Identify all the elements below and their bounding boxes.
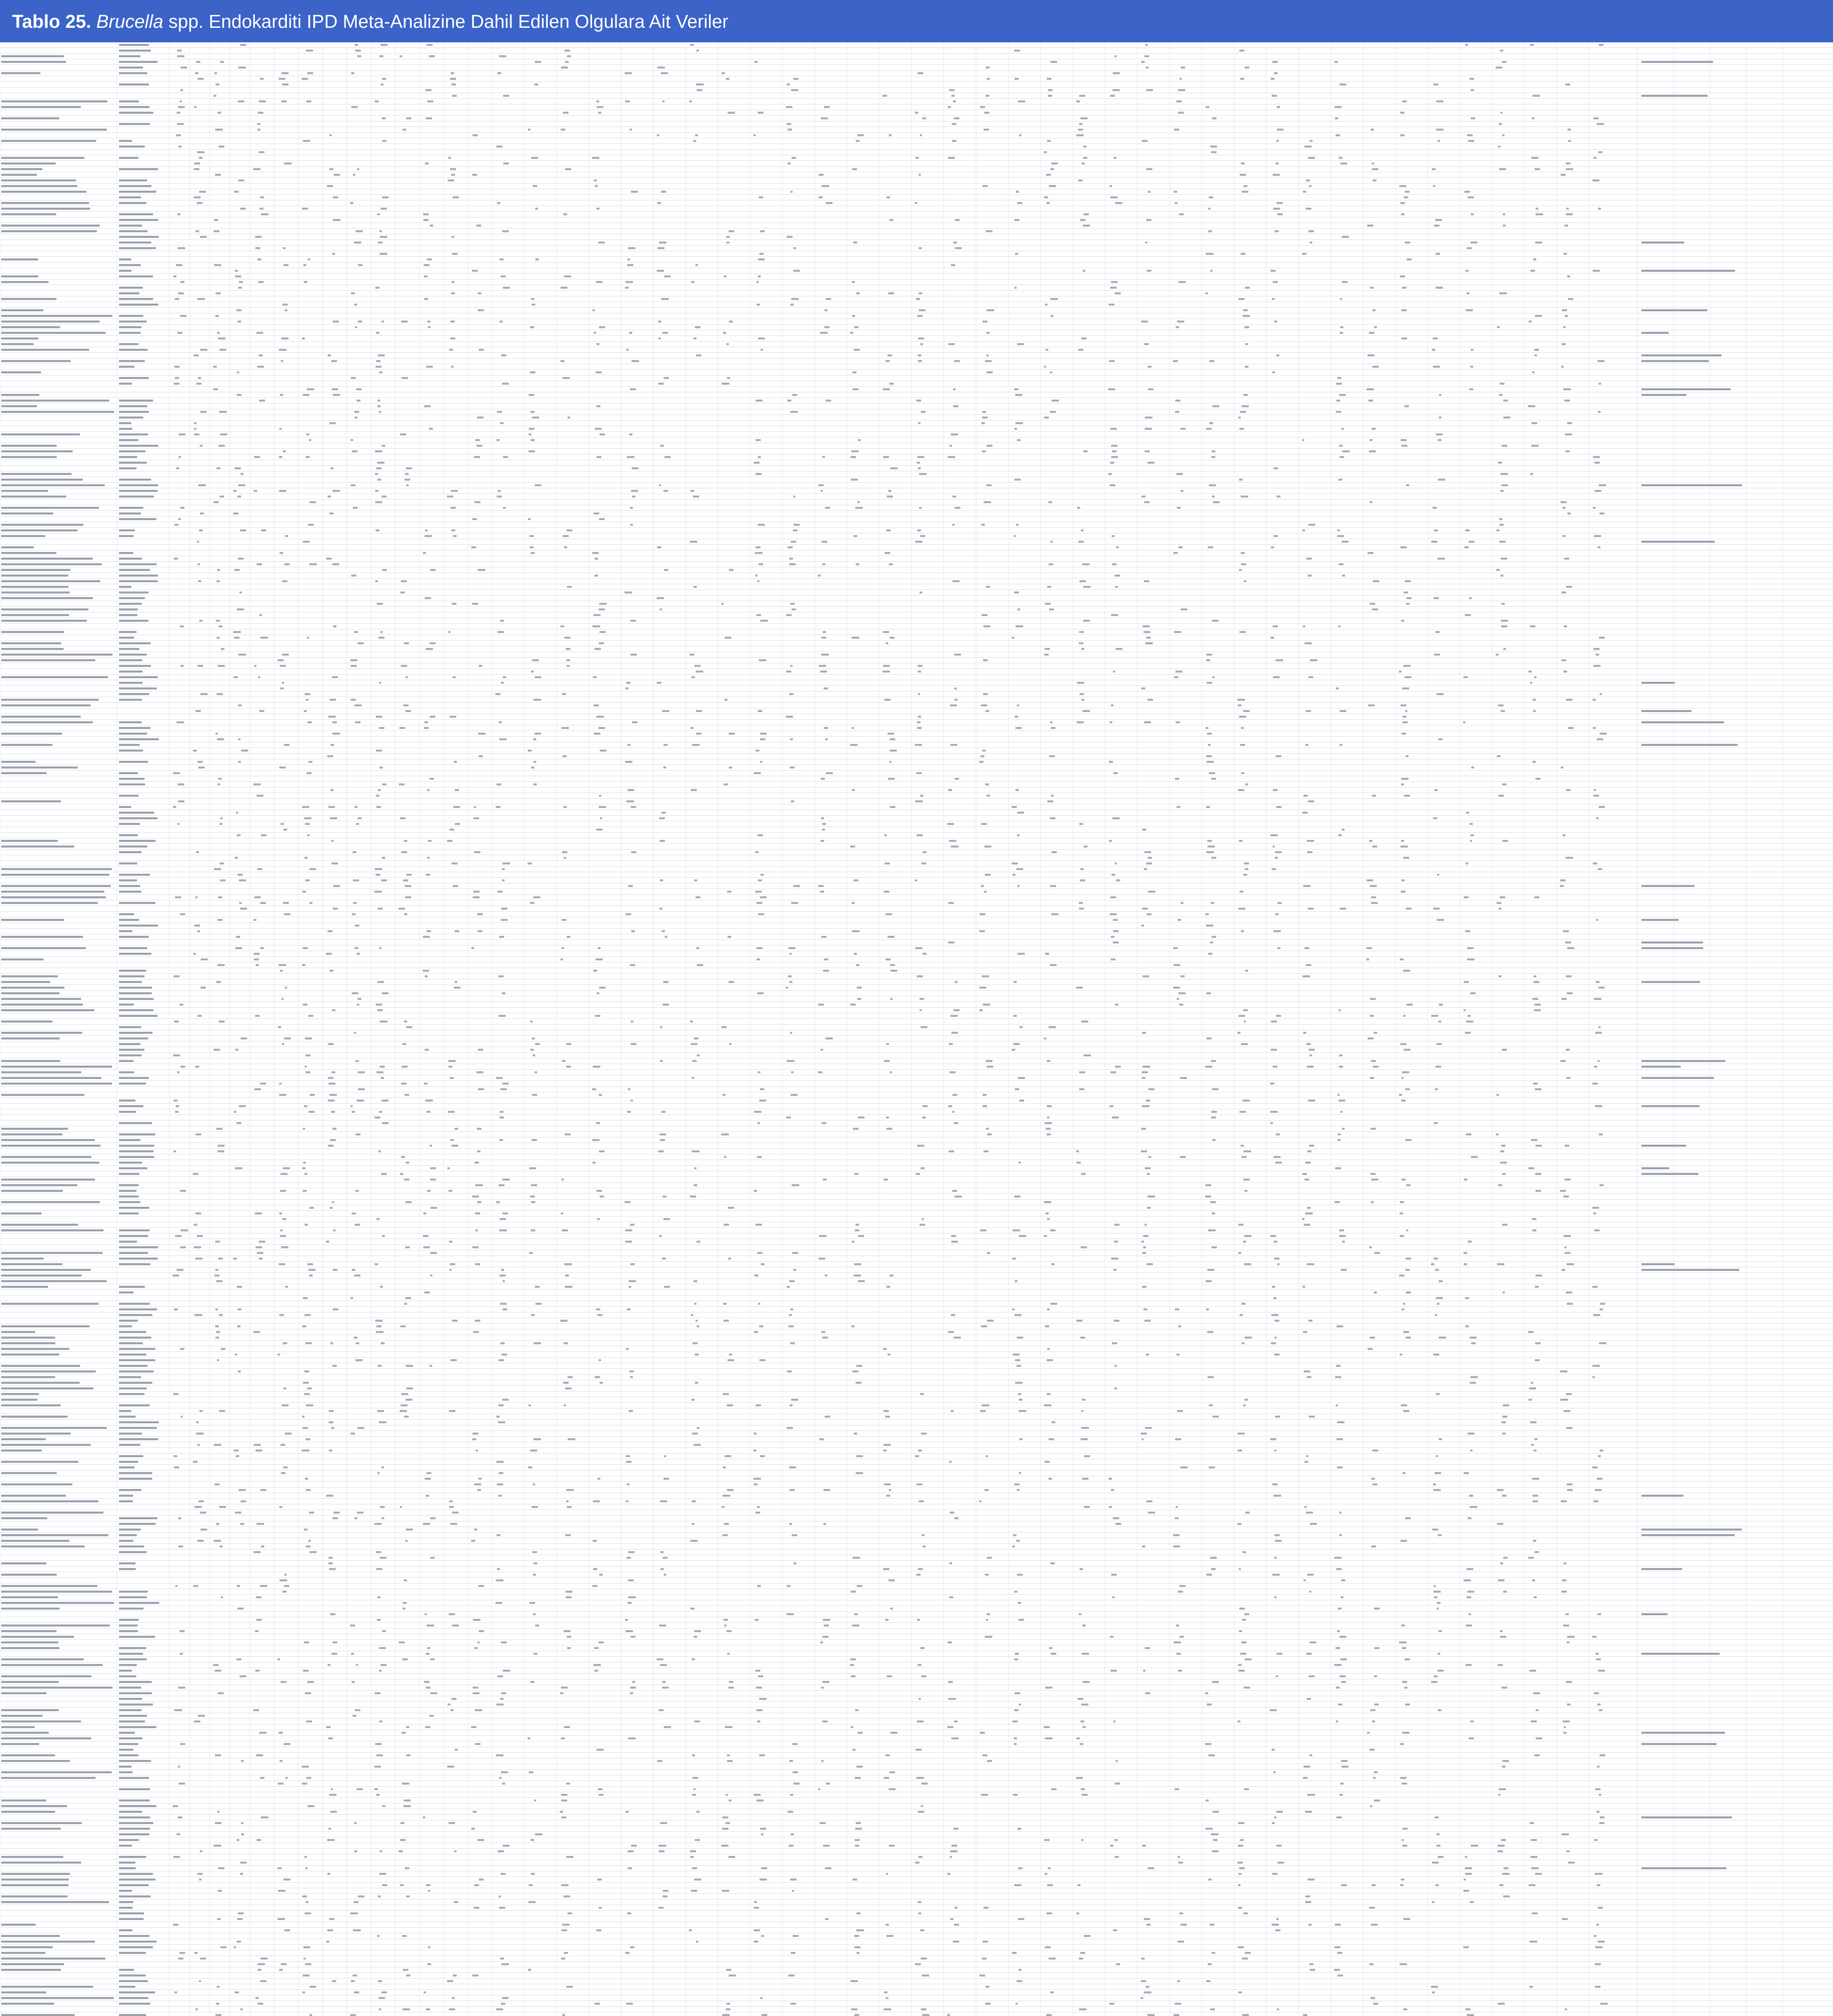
genus-name: Brucella <box>96 10 163 32</box>
table-grid <box>0 42 1833 2016</box>
header-bar <box>0 0 1833 42</box>
page-title <box>12 12 728 31</box>
cell-marks <box>1 44 1742 2016</box>
table-number: Tablo 25. <box>12 10 91 32</box>
title-text: spp. Endokarditi IPD Meta-Analizine Dahil Edilen Olgulara Ait Veriler <box>168 10 729 32</box>
data-table <box>0 42 1833 2016</box>
table-texture <box>0 42 1833 2016</box>
